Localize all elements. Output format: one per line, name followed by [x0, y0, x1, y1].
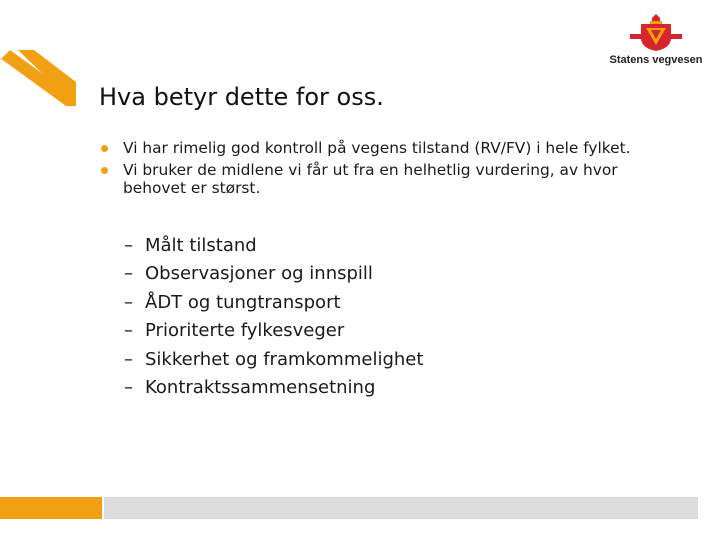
dash-marker: – [124, 263, 133, 285]
footer-bar [104, 497, 698, 519]
sub-bullet-text: Observasjoner og innspill [145, 263, 373, 285]
sub-bullet-item [124, 232, 423, 260]
statens-vegvesen-logo [600, 12, 712, 70]
bullet-list [100, 139, 660, 201]
sub-bullet-text: Sikkerhet og framkommelighet [145, 348, 424, 370]
dash-marker: – [124, 235, 133, 256]
sub-bullet-item [124, 289, 423, 317]
sub-bullet-item [124, 374, 423, 402]
bullet-item [100, 161, 660, 197]
sub-bullet-list [124, 232, 423, 402]
dash-marker: – [124, 320, 133, 342]
bullet-text: Vi har rimelig god kontroll på vegens tilstand (RV/FV) i hele fylket. [123, 139, 631, 157]
sub-bullet-item [124, 346, 423, 374]
bullet-dot-icon [101, 145, 108, 152]
sub-bullet-item [124, 317, 423, 345]
slide-title: Hva betyr dette for oss. [99, 83, 384, 111]
sub-bullet-text: ÅDT og tungtransport [145, 291, 341, 313]
dash-marker: – [124, 376, 133, 398]
dash-marker: – [124, 291, 133, 313]
sub-bullet-text: Målt tilstand [145, 235, 257, 256]
logo-wordmark: Statens vegvesen [609, 54, 703, 66]
dash-marker: – [124, 348, 133, 370]
footer-accent-bar [0, 497, 102, 519]
crown-shield-icon [630, 12, 682, 52]
sub-bullet-item [124, 260, 423, 288]
bullet-dot-icon [101, 167, 108, 174]
sub-bullet-text: Kontraktssammensetning [145, 376, 376, 398]
bullet-item [100, 139, 660, 157]
bullet-text: Vi bruker de midlene vi får ut fra en helhetlig vurdering, av hvor behovet er størst. [123, 161, 618, 197]
sub-bullet-text: Prioriterte fylkesveger [145, 320, 345, 342]
